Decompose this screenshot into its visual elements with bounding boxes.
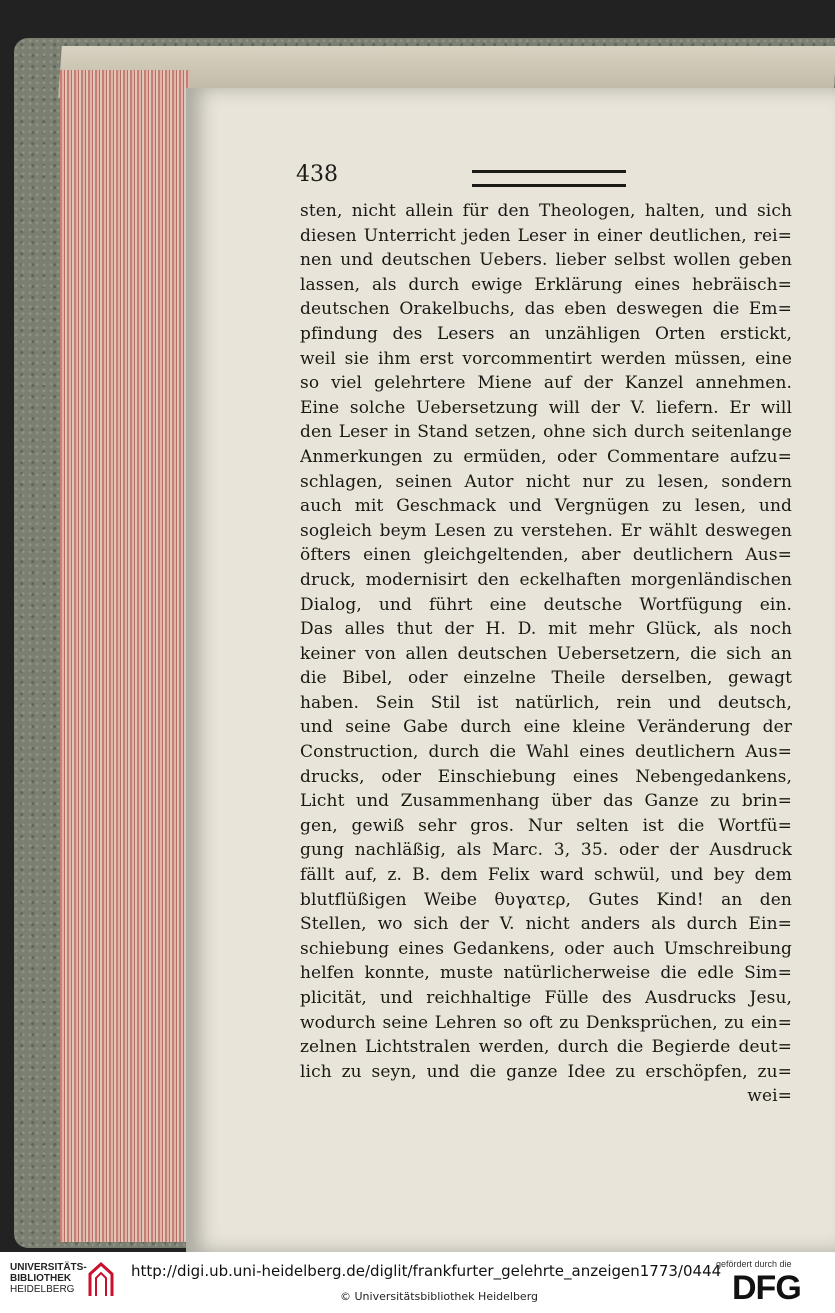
text-line: und seine Gabe durch eine kleine Veränderung der: [300, 717, 792, 738]
library-logo-icon: [86, 1260, 116, 1300]
copyright-notice: © Universitätsbibliothek Heidelberg: [340, 1290, 539, 1303]
text-line: gung nachläßig, als Marc. 3, 35. oder der Ausdruck: [300, 840, 792, 861]
page-number: 438: [296, 162, 338, 187]
text-line: Licht und Zusammenhang über das Ganze zu brin=: [300, 791, 792, 812]
funding-caption: gefördert durch die: [716, 1259, 792, 1269]
text-line: Das alles thut der H. D. mit mehr Glück, als noch: [300, 619, 792, 640]
text-line: schiebung eines Gedankens, oder auch Umschreibung: [300, 938, 792, 959]
text-line: Eine solche Uebersetzung will der V. liefern. Er will: [300, 397, 792, 418]
library-name-line3: HEIDELBERG: [10, 1284, 75, 1295]
text-line: Dialog, und führt eine deutsche Wortfügung ein.: [300, 594, 792, 615]
header-double-rule: [472, 170, 626, 187]
text-line: diesen Unterricht jeden Leser in einer deutlichen, rei=: [300, 225, 792, 246]
text-line: blutflüßigen Weibe θυγατερ, Gutes Kind! an den: [300, 889, 792, 910]
text-line: gen, gewiß sehr gros. Nur selten ist die Wortfü=: [300, 815, 792, 836]
text-line: Anmerkungen zu ermüden, oder Commentare aufzu=: [300, 446, 792, 467]
permalink-url[interactable]: http://digi.ub.uni-heidelberg.de/diglit/frankfurter_gelehrte_anzeigen1773/0444: [131, 1262, 722, 1280]
text-line: druck, modernisirt den eckelhaften morgenländischen: [300, 569, 792, 590]
text-line: plicität, und reichhaltige Fülle des Ausdrucks Jesu,: [300, 988, 792, 1008]
text-line: drucks, oder Einschiebung eines Nebengedankens,: [300, 766, 792, 787]
text-line: schlagen, seinen Autor nicht nur zu lesen, sondern: [300, 471, 792, 492]
text-line: lassen, als durch ewige Erklärung eines hebräisch=: [300, 274, 792, 295]
text-line: helfen konnte, muste natürlicherweise die edle Sim=: [300, 963, 792, 984]
text-line: zelnen Lichtstralen werden, durch die Begierde deut=: [300, 1037, 792, 1058]
page-edges: [60, 70, 190, 1242]
text-line: so viel gelehrtere Miene auf der Kanzel annehmen.: [300, 373, 792, 394]
text-line: sten, nicht allein für den Theologen, halten, und sich: [300, 201, 792, 221]
text-line: pfindung des Lesers an unzähligen Orten erstickt,: [300, 323, 792, 344]
text-line: lich zu seyn, und die ganze Idee zu erschöpfen, zu=: [300, 1061, 792, 1082]
library-name-line2: BIBLIOTHEK: [10, 1273, 72, 1284]
text-line: keiner von allen deutschen Uebersetzern, die sich an: [300, 643, 792, 664]
library-logo-text: [10, 1262, 87, 1295]
text-line: wei=: [747, 1086, 792, 1107]
text-line: die Bibel, oder einzelne Theile derselben, gewagt: [300, 668, 792, 689]
text-line: öfters einen gleichgeltenden, aber deutlichern Aus=: [300, 545, 792, 566]
page-text: [300, 199, 792, 1109]
text-line: weil sie ihm erst vorcommentirt werden müssen, eine: [300, 348, 792, 369]
text-line: deutschen Orakelbuchs, das eben deswegen die Em=: [300, 299, 792, 320]
text-line: sogleich beym Lesen zu verstehen. Er wählt deswegen: [300, 520, 792, 541]
text-line: wodurch seine Lehren so oft zu Denksprüchen, zu ein=: [300, 1012, 792, 1033]
dfg-logo: DFG: [732, 1269, 801, 1307]
text-line: nen und deutschen Uebers. lieber selbst wollen geben: [300, 250, 792, 271]
library-name-line1: UNIVERSITÄTS-: [10, 1262, 87, 1273]
text-line: den Leser in Stand setzen, ohne sich durch seitenlange: [300, 422, 792, 443]
text-line: fällt auf, z. B. dem Felix ward schwül, und bey dem: [300, 865, 792, 886]
text-line: Construction, durch die Wahl eines deutlichern Aus=: [300, 742, 792, 763]
text-line: haben. Sein Stil ist natürlich, rein und deutsch,: [300, 692, 792, 713]
text-line: auch mit Geschmack und Vergnügen zu lesen, und: [300, 496, 792, 517]
text-line: Stellen, wo sich der V. nicht anders als durch Ein=: [300, 914, 792, 935]
